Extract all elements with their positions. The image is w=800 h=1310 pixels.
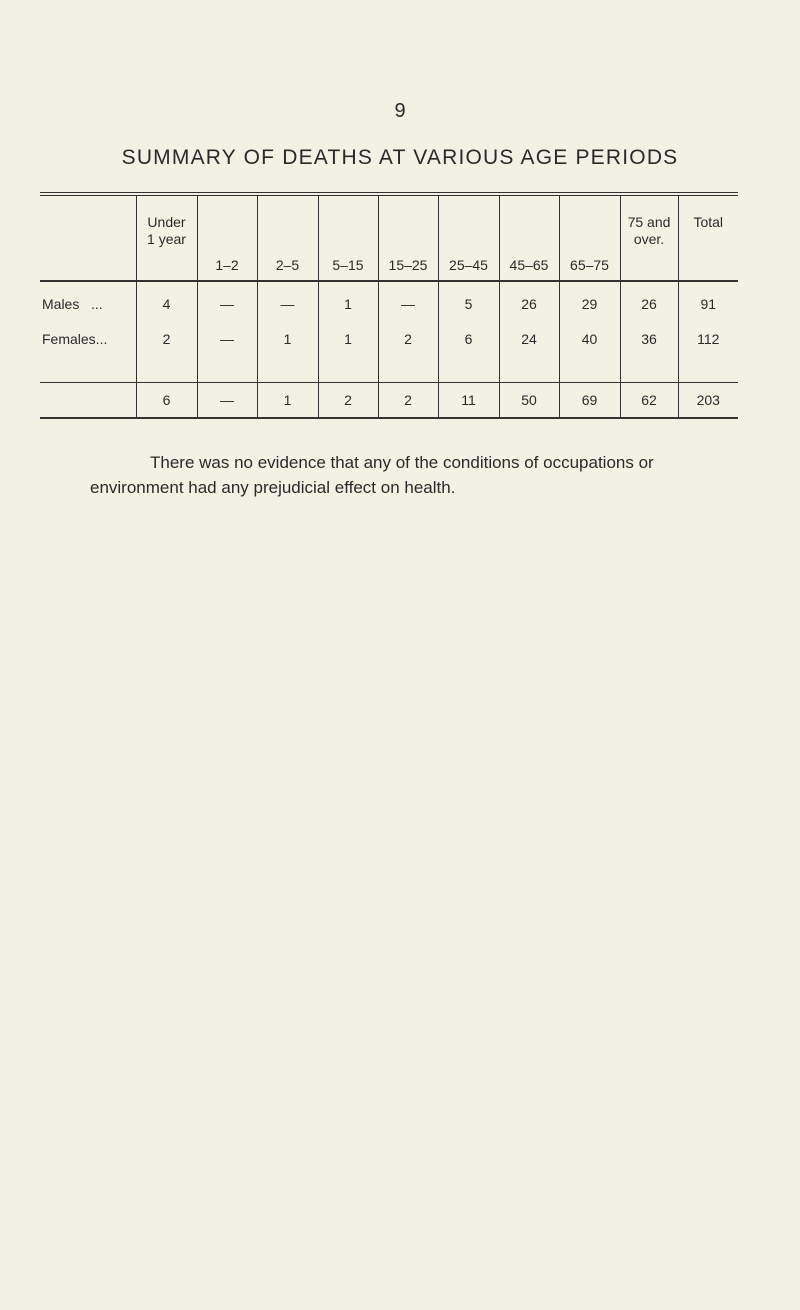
header-cell-label [40, 196, 136, 281]
total-cell: — [197, 383, 257, 419]
table-cell: 40 [559, 322, 620, 356]
header-cell-45-65: 45–65 [499, 196, 559, 281]
table-cell: 91 [678, 281, 738, 322]
header-cell-2-5: 2–5 [257, 196, 318, 281]
header-cell-75-and-over [620, 196, 678, 281]
table-row-totals [40, 383, 738, 419]
table-header-row [40, 196, 738, 281]
spacer-cell [257, 356, 318, 383]
total-cell: 2 [378, 383, 438, 419]
spacer-cell [559, 356, 620, 383]
table-top-rule [40, 192, 738, 193]
table-cell: 2 [136, 322, 197, 356]
table-row-males [40, 281, 738, 322]
spacer-cell [197, 356, 257, 383]
table-cell: — [197, 322, 257, 356]
header-cell-1-2: 1–2 [197, 196, 257, 281]
total-cell: 11 [438, 383, 499, 419]
total-cell: 50 [499, 383, 559, 419]
table-cell: 4 [136, 281, 197, 322]
table-cell: — [197, 281, 257, 322]
table-row-females [40, 322, 738, 356]
spacer-cell [438, 356, 499, 383]
table-cell: 24 [499, 322, 559, 356]
spacer-cell [499, 356, 559, 383]
table-cell: 2 [378, 322, 438, 356]
table-cell: 112 [678, 322, 738, 356]
total-cell: 6 [136, 383, 197, 419]
spacer-cell [378, 356, 438, 383]
header-text: 75 and over. [627, 214, 671, 247]
header-text: Under 1 year [147, 214, 186, 247]
header-cell-total: Total [678, 196, 738, 281]
row-label: Males ... [42, 296, 103, 312]
table-spacer-row [40, 356, 738, 383]
header-cell-5-15: 5–15 [318, 196, 378, 281]
conditions-note: There was no evidence that any of the conditions of occupations or environment had any prejudicial effect on health. [90, 453, 654, 497]
spacer-cell [318, 356, 378, 383]
header-cell-25-45: 25–45 [438, 196, 499, 281]
table-cell: — [257, 281, 318, 322]
total-cell: 62 [620, 383, 678, 419]
page-number: 9 [394, 100, 406, 122]
header-cell-under-1-year [136, 196, 197, 281]
table-cell: 1 [318, 281, 378, 322]
spacer-cell [678, 356, 738, 383]
total-cell: 1 [257, 383, 318, 419]
header-cell-65-75: 65–75 [559, 196, 620, 281]
table-cell: 26 [620, 281, 678, 322]
table-cell: 1 [318, 322, 378, 356]
table-cell: 36 [620, 322, 678, 356]
table-cell: 6 [438, 322, 499, 356]
total-cell: 203 [678, 383, 738, 419]
spacer-cell [40, 356, 136, 383]
header-cell-15-25: 15–25 [378, 196, 438, 281]
table-cell: 29 [559, 281, 620, 322]
table-cell: 5 [438, 281, 499, 322]
row-label: Females... [42, 331, 108, 347]
table-cell: 1 [257, 322, 318, 356]
deaths-by-age-table [40, 196, 738, 419]
total-cell: 2 [318, 383, 378, 419]
page-title: SUMMARY OF DEATHS AT VARIOUS AGE PERIODS [121, 146, 679, 169]
row-label [40, 383, 136, 419]
spacer-cell [136, 356, 197, 383]
table-cell: — [378, 281, 438, 322]
total-cell: 69 [559, 383, 620, 419]
table-cell: 26 [499, 281, 559, 322]
spacer-cell [620, 356, 678, 383]
